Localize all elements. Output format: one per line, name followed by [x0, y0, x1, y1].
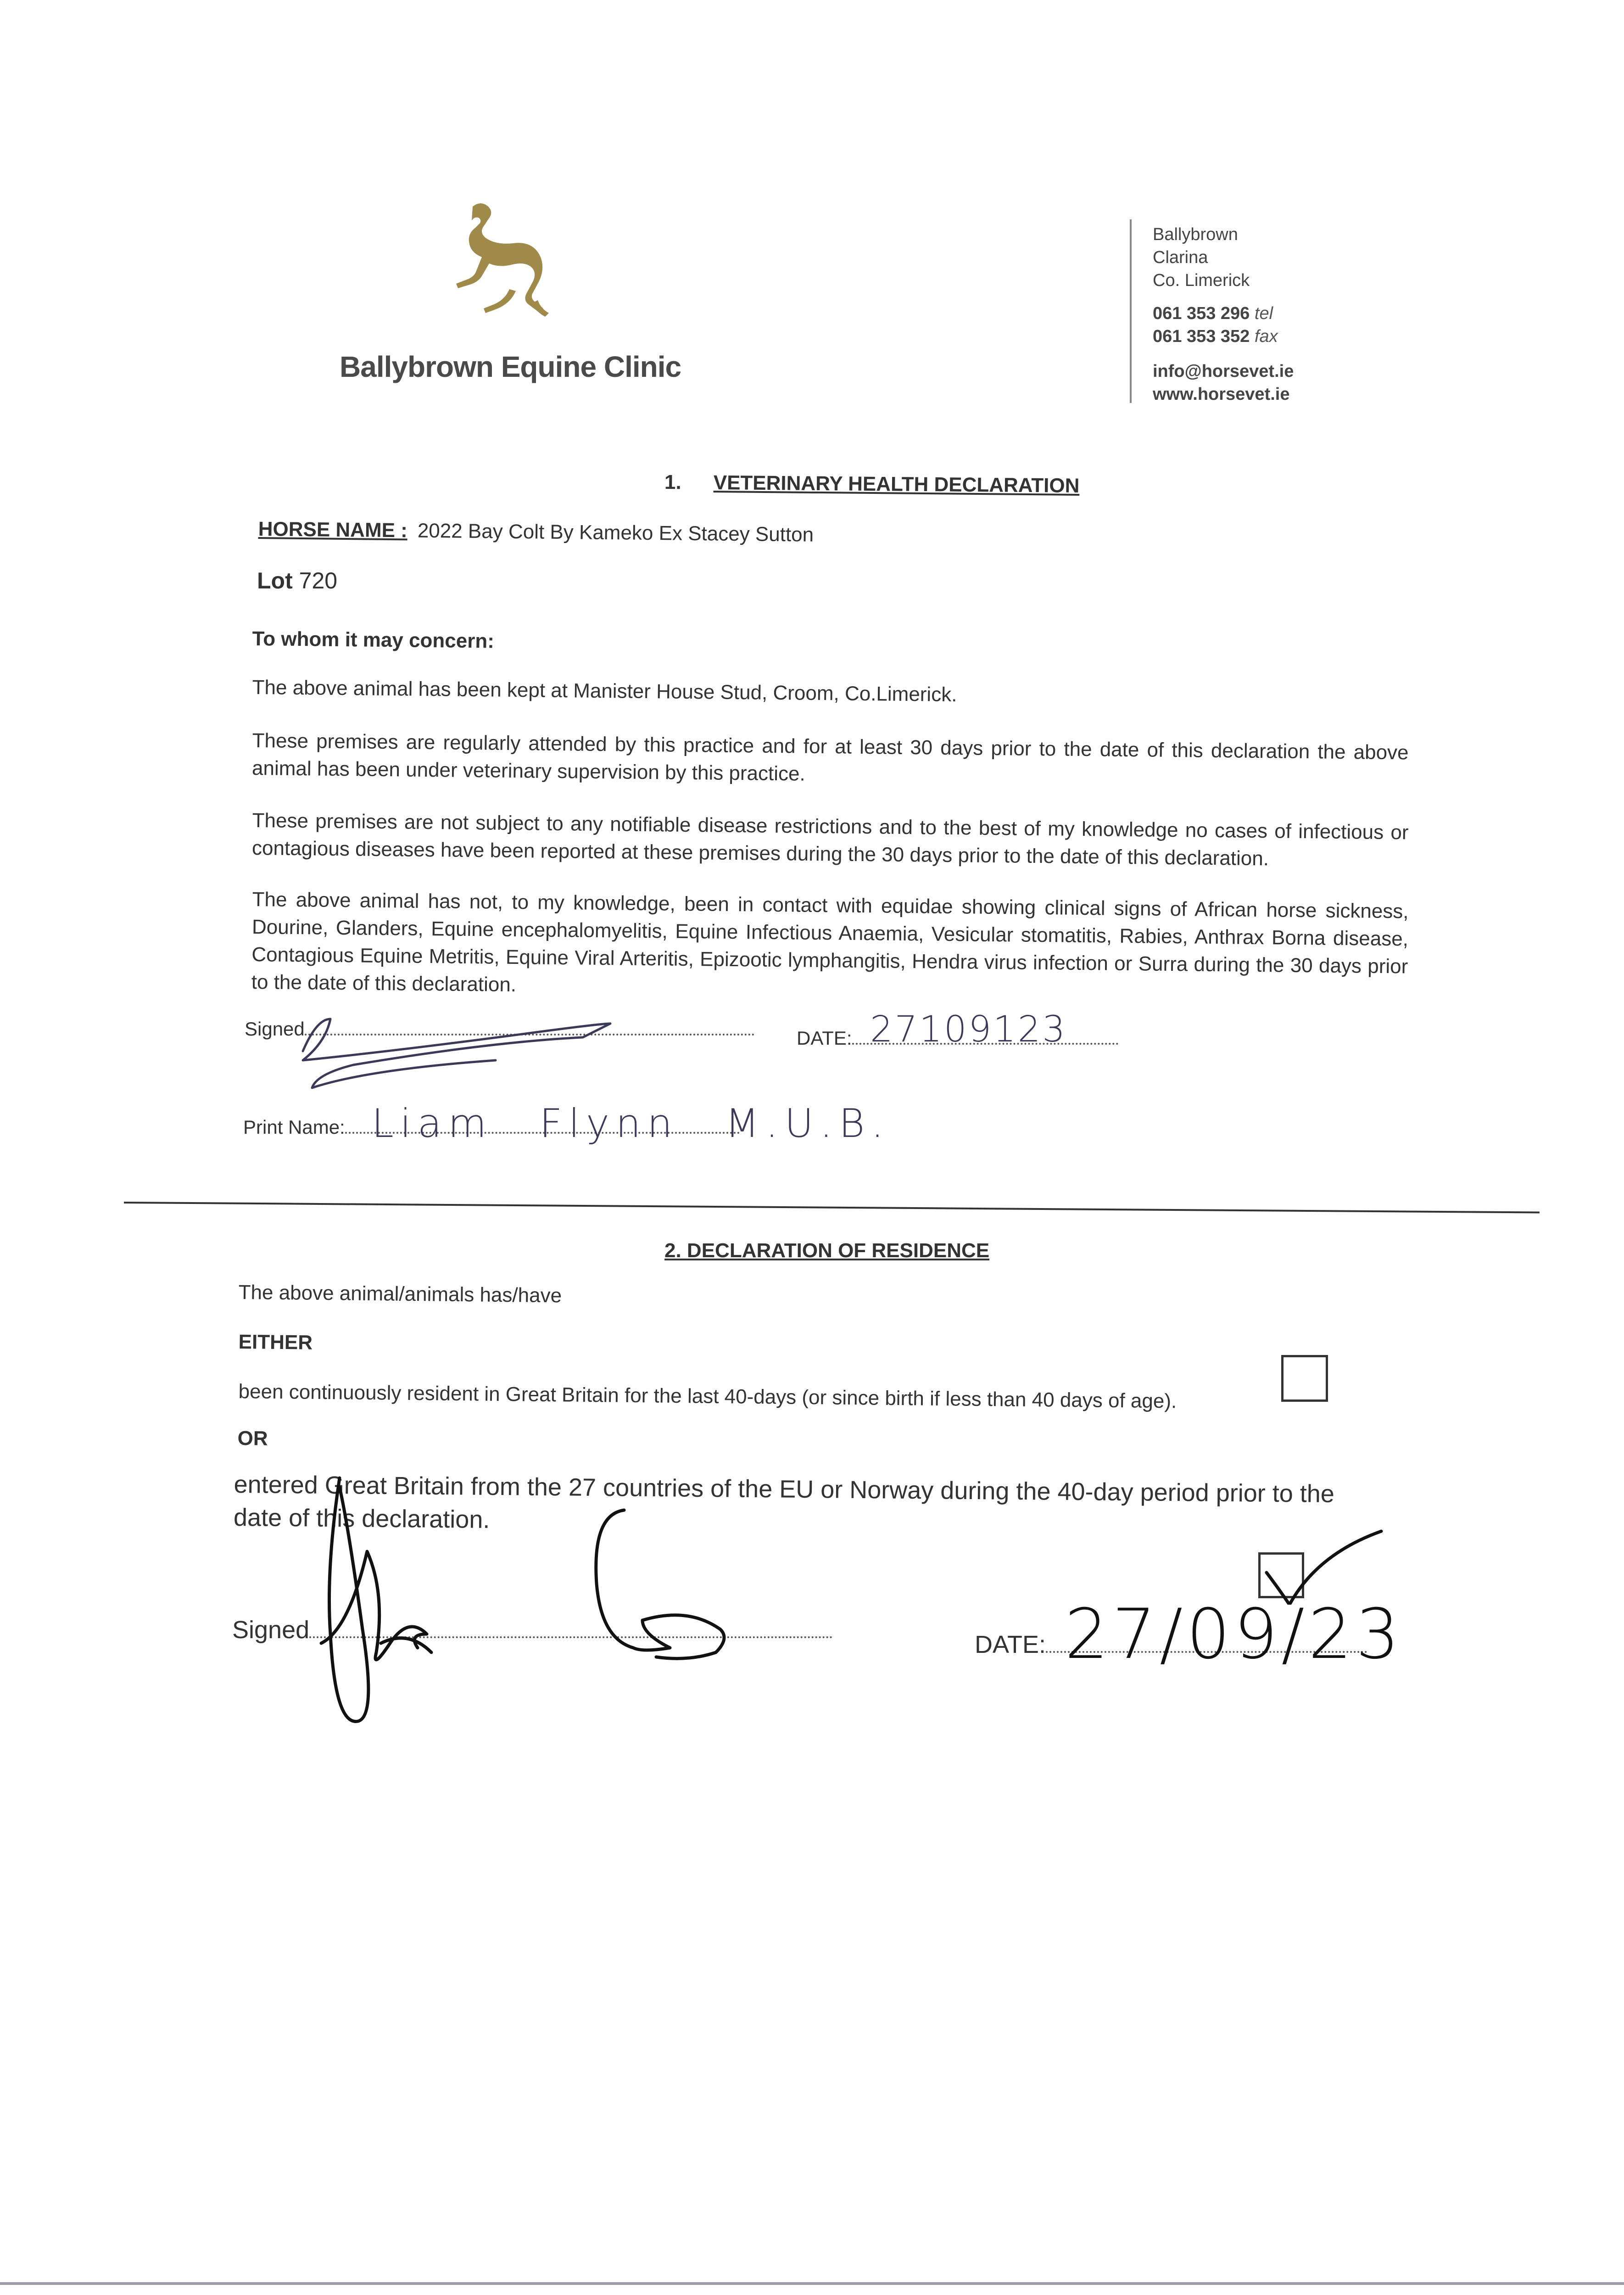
address-line: Clarina	[1153, 248, 1208, 267]
owner-date-value: 27/09/23	[1065, 1595, 1403, 1674]
horse-name-label: HORSE NAME :	[258, 518, 408, 542]
website-link[interactable]: www.horsevet.ie	[1153, 385, 1290, 404]
rearing-horse-logo	[441, 197, 560, 330]
address-line: Co. Limerick	[1153, 271, 1250, 290]
horse-name-value: 2022 Bay Colt By Kameko Ex Stacey Sutton	[417, 519, 814, 546]
section-divider	[124, 1202, 1540, 1214]
paragraph-kept-at: The above animal has been kept at Manister House Stud, Croom, Co.Limerick.	[252, 676, 957, 706]
paragraph-no-contact: The above animal has not, to my knowledge, been in contact with equidae showing clinical signs of African horse sickness, Dourine, Glanders, Equine encephalomyelitis, Equine Infectious Anaemia, Vesicular stomatitis, Rabies, Anthrax Borna disease, Contagious Equine Metritis, Equine Viral Arteritis, Epizootic lymphangitis, Hendra virus infection or Surra during the 30 days prior to the date of this declaration.	[251, 888, 1409, 996]
owner-signed-label: Signed	[232, 1616, 310, 1644]
fax-label: fax	[1254, 327, 1278, 346]
section1-number: 1.	[664, 471, 681, 494]
scan-edge-rule	[0, 2282, 1624, 2285]
option-resident-checkbox[interactable]	[1281, 1355, 1328, 1402]
salutation: To whom it may concern:	[252, 627, 495, 653]
owner-date-label: DATE:	[975, 1631, 1046, 1658]
horse-name-row	[258, 518, 814, 547]
clinic-name: Ballybrown Equine Clinic	[340, 350, 681, 383]
vet-signed-label: Signed	[245, 1018, 305, 1040]
phone-block	[1153, 302, 1278, 348]
lot-label: Lot	[257, 568, 293, 593]
address-block	[1153, 223, 1250, 292]
print-name-value: Liam Flynn M.U.B.	[372, 1101, 890, 1147]
contact-block	[1153, 360, 1294, 406]
owner-signature	[294, 1469, 817, 1772]
address-line: Ballybrown	[1153, 225, 1238, 244]
option-entered: entered Great Britain from the 27 countries of the EU or Norway during the 40-day period prior to the date of this declaration.	[233, 1470, 1335, 1534]
print-name-label: Print Name:	[243, 1116, 345, 1138]
address-divider	[1130, 219, 1132, 403]
vet-signature	[294, 1001, 642, 1092]
vet-date-label: DATE:	[797, 1027, 852, 1049]
email-link[interactable]: info@horsevet.ie	[1153, 362, 1294, 381]
or-label: OR	[237, 1427, 268, 1450]
paragraph-no-restrictions: These premises are not subject to any notifiable disease restrictions and to the best of my knowledge no cases of infectious or contagious diseases have been reported at these premises during the 30 days prior to the date of this declaration.	[251, 809, 1409, 870]
residence-intro: The above animal/animals has/have	[238, 1281, 562, 1307]
tel-number: 061 353 296	[1153, 304, 1250, 323]
fax-number: 061 353 352	[1153, 327, 1250, 346]
tel-label: tel	[1254, 304, 1273, 323]
lot-value: 720	[299, 568, 338, 593]
section1-title	[664, 471, 1080, 498]
checkmark-icon	[1257, 1527, 1386, 1605]
lot-row	[257, 567, 337, 594]
section2-title: 2. DECLARATION OF RESIDENCE	[664, 1239, 990, 1262]
vet-date-value: 27109123	[870, 1009, 1067, 1050]
paragraph-attendance: These premises are regularly attended by this practice and for at least 30 days prior to the date of this declaration the above animal has been under veterinary supervision by this practice.	[251, 729, 1409, 785]
option-resident: been continuously resident in Great Britain for the last 40-days (or since birth if less than 40 days of age).	[238, 1380, 1177, 1413]
either-label: EITHER	[238, 1330, 313, 1354]
section1-heading: VETERINARY HEALTH DECLARATION	[713, 471, 1080, 497]
